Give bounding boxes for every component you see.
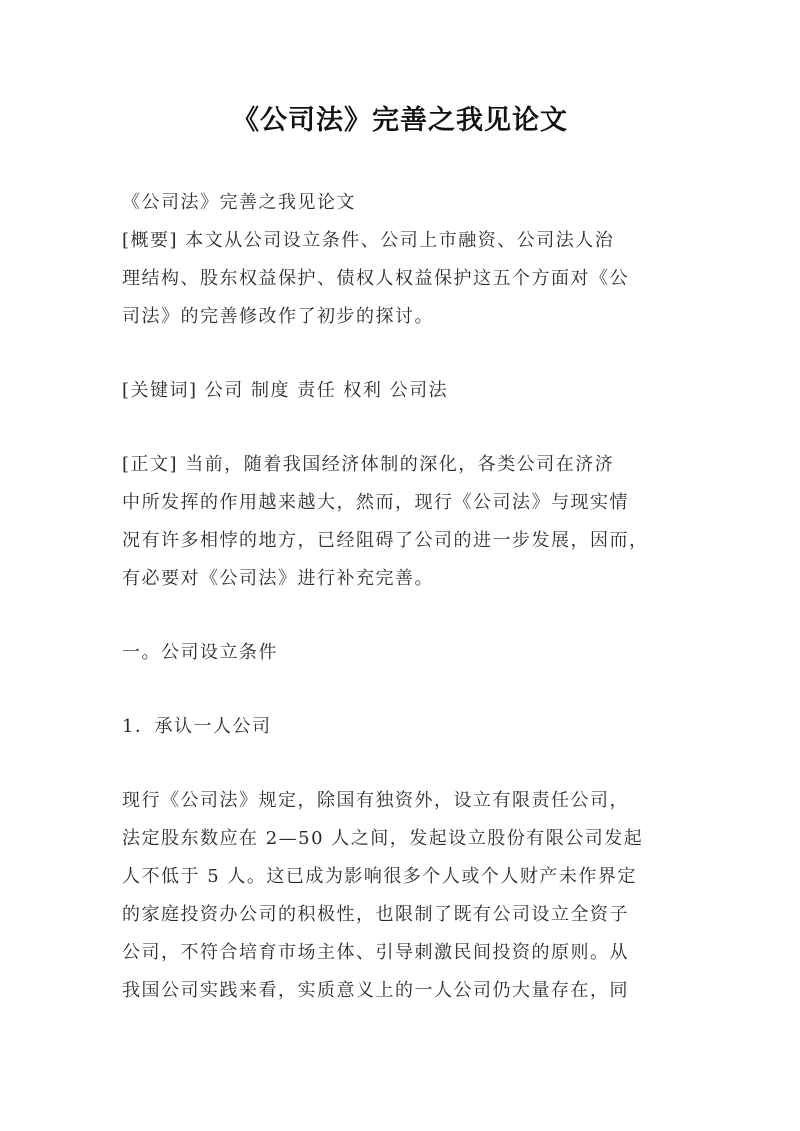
document-body: [122, 184, 682, 1010]
section-line-2: 法定股东数应在 2—50 人之间，发起设立股份有限公司发起: [122, 828, 644, 849]
abstract-line-1: [概要] 本文从公司设立条件、公司上市融资、公司法人治: [122, 230, 615, 251]
section-heading: 一。公司设立条件: [122, 642, 278, 663]
subsection-heading: 1．承认一人公司: [122, 716, 272, 737]
section-line-1: 现行《公司法》规定，除国有独资外，设立有限责任公司，: [122, 790, 629, 811]
paragraph-gap: [122, 410, 682, 446]
subtitle-line: 《公司法》完善之我见论文: [122, 192, 356, 213]
body-line-3: 况有许多相悖的地方，已经阻碍了公司的进一步发展，因而，: [122, 530, 649, 551]
paragraph-gap: [122, 336, 682, 372]
section-line-5: 公司，不符合培育市场主体、引导刺激民间投资的原则。从: [122, 942, 629, 963]
keywords-line: [关键词] 公司 制度 责任 权利 公司法: [122, 380, 449, 401]
paragraph-gap: [122, 746, 682, 782]
paragraph-gap: [122, 672, 682, 708]
section-line-4: 的家庭投资办公司的积极性，也限制了既有公司设立全资子: [122, 904, 629, 925]
body-line-1: [正文] 当前，随着我国经济体制的深化，各类公司在济济: [122, 454, 615, 475]
section-line-6: 我国公司实践来看，实质意义上的一人公司仍大量存在，同: [122, 980, 629, 1001]
body-line-2: 中所发挥的作用越来越大，然而，现行《公司法》与现实情: [122, 492, 629, 513]
abstract-line-3: 司法》的完善修改作了初步的探讨。: [122, 306, 434, 327]
section-line-3: 人不低于 5 人。这已成为影响很多个人或个人财产未作界定: [122, 866, 637, 887]
paragraph-gap: [122, 598, 682, 634]
document-title: 《公司法》完善之我见论文: [232, 105, 568, 136]
abstract-line-2: 理结构、股东权益保护、债权人权益保护这五个方面对《公: [122, 268, 629, 289]
body-line-4: 有必要对《公司法》进行补充完善。: [122, 568, 434, 589]
